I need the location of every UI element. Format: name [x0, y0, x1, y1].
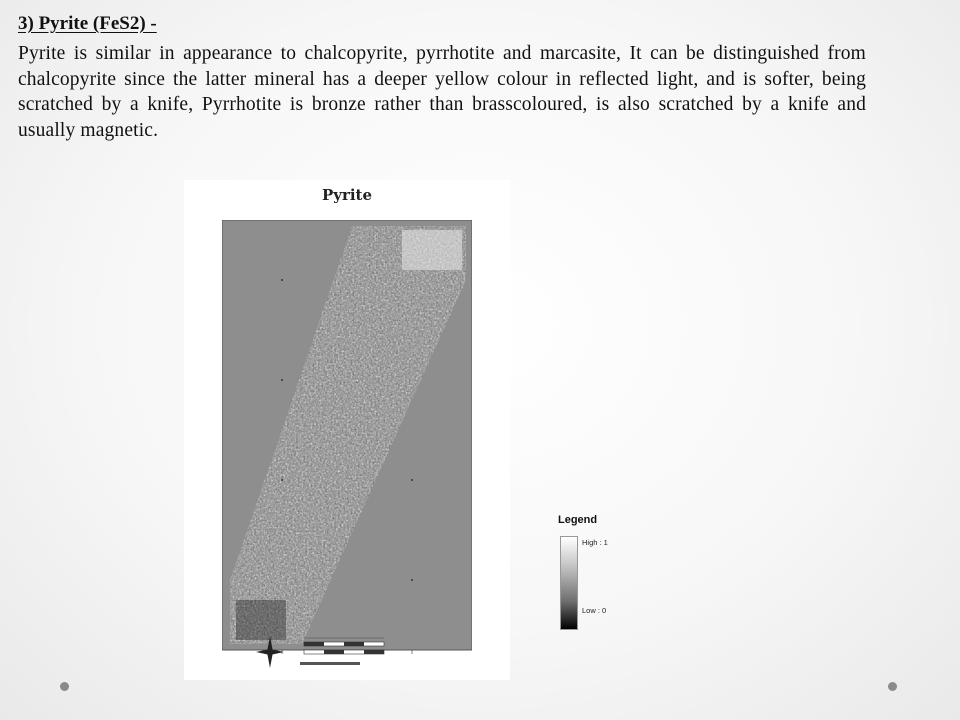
pyrite-map-figure [184, 180, 510, 680]
legend-title: Legend [558, 514, 598, 526]
slide-body-text: Pyrite is similar in appearance to chalcopyrite, pyrrhotite and marcasite, It can be distinguished from chalcopyrite since the latter mineral has a deeper yellow colour in reflected light, and is softer, being scratched by a knife, Pyrrhotite is bronze rather than brasscoloured, is also scratched by a knife and usually magnetic. [18, 43, 866, 141]
legend-high-label: High : 1 [582, 538, 608, 547]
scale-bar [300, 638, 384, 665]
map-legend [556, 512, 636, 622]
map-furniture [254, 632, 434, 678]
left-bullet-icon [60, 682, 69, 691]
legend-low-label: Low : 0 [582, 606, 607, 615]
north-arrow-icon [256, 636, 284, 668]
map-image [222, 220, 472, 680]
map-title: Pyrite [321, 186, 373, 204]
right-bullet-icon [888, 682, 897, 691]
legend-color-ramp [560, 536, 578, 630]
slide-title: 3) Pyrite (FeS2) - [18, 13, 157, 34]
